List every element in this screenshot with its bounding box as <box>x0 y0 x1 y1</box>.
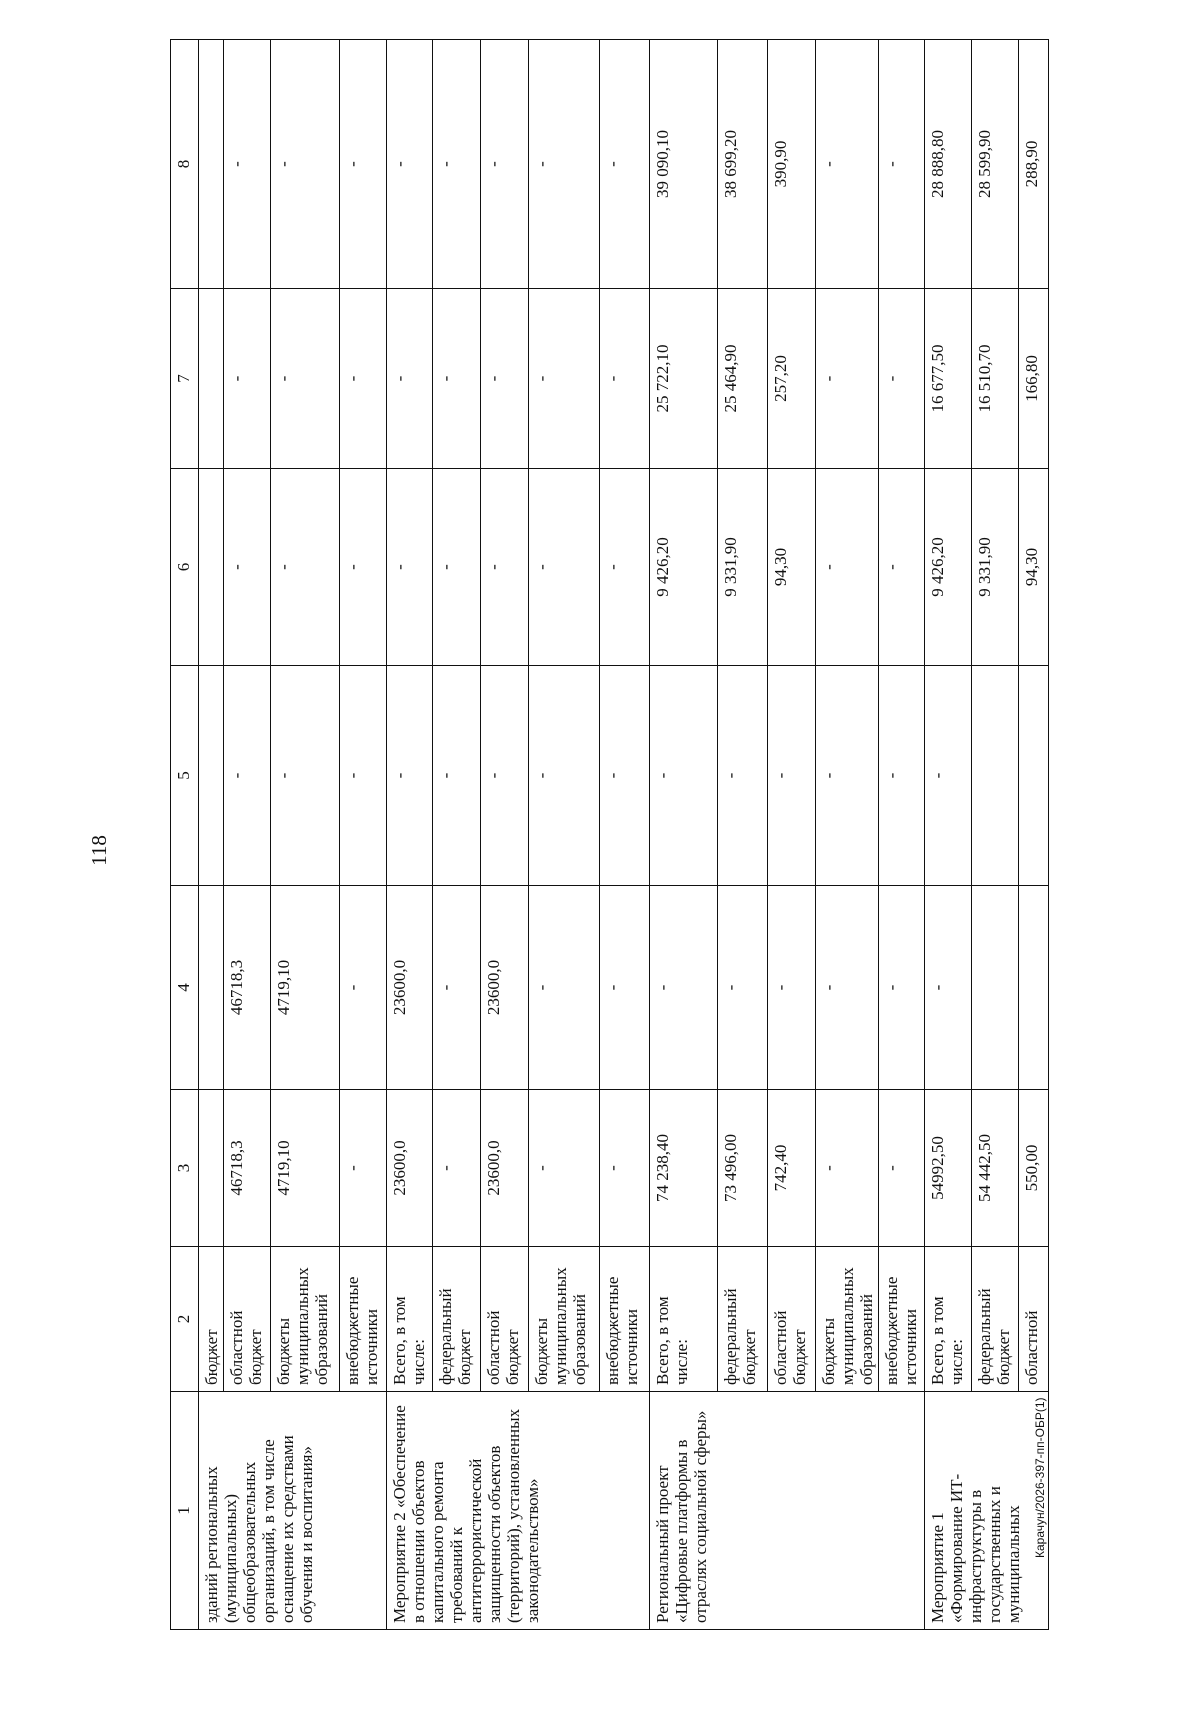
table-row <box>199 40 224 1630</box>
funding-source-cell: внебюджетные источники <box>600 1247 650 1392</box>
amount-cell: - <box>224 666 271 886</box>
amount-cell: 46718,3 <box>224 886 271 1090</box>
amount-cell: 9 426,20 <box>925 469 972 666</box>
table-row <box>271 40 340 1630</box>
amount-cell: - <box>768 886 816 1090</box>
header-cell: 2 <box>171 1247 199 1392</box>
amount-cell: - <box>879 1090 925 1247</box>
amount-cell: - <box>650 886 718 1090</box>
amount-cell: - <box>816 469 879 666</box>
funding-source-cell: бюджеты муниципальных образований <box>816 1247 879 1392</box>
header-cell: 8 <box>171 40 199 289</box>
amount-cell: 39 090,10 <box>650 40 718 289</box>
amount-cell: - <box>816 40 879 289</box>
amount-cell: 9 331,90 <box>972 469 1019 666</box>
amount-cell: - <box>879 666 925 886</box>
table-row <box>816 40 879 1630</box>
amount-cell: 390,90 <box>768 40 816 289</box>
table-row <box>972 40 1019 1630</box>
amount-cell: 94,30 <box>1019 469 1049 666</box>
amount-cell: 288,90 <box>1019 40 1049 289</box>
amount-cell: - <box>816 666 879 886</box>
amount-cell: - <box>879 289 925 469</box>
amount-cell: 16 510,70 <box>972 289 1019 469</box>
funding-source-cell: областной бюджет <box>224 1247 271 1392</box>
amount-cell: - <box>879 469 925 666</box>
header-cell: 6 <box>171 469 199 666</box>
amount-cell: - <box>271 469 340 666</box>
table-row <box>1019 40 1049 1630</box>
funding-source-cell: Всего, в том числе: <box>650 1247 718 1392</box>
funding-source-cell: федеральный бюджет <box>972 1247 1019 1392</box>
table-row <box>650 40 718 1630</box>
amount-cell: - <box>433 289 481 469</box>
budget-table <box>170 39 1049 1630</box>
amount-cell <box>199 886 224 1090</box>
budget-table-body <box>171 40 1049 1630</box>
measure-name-cell: Региональный проект «Цифровые платформы в отраслях социальной сферы» <box>650 1392 925 1630</box>
header-cell: 3 <box>171 1090 199 1247</box>
amount-cell: - <box>529 666 600 886</box>
rotated-table-wrapper <box>170 40 1118 1630</box>
amount-cell: - <box>529 469 600 666</box>
amount-cell: - <box>433 469 481 666</box>
amount-cell: - <box>481 40 529 289</box>
table-row <box>879 40 925 1630</box>
amount-cell: - <box>650 666 718 886</box>
amount-cell: 9 331,90 <box>718 469 768 666</box>
amount-cell <box>199 289 224 469</box>
amount-cell: - <box>433 1090 481 1247</box>
amount-cell: - <box>271 666 340 886</box>
document-stamp: Карачун/2026-397-пп-ОБР(1) <box>1033 1397 1047 1558</box>
amount-cell: - <box>433 40 481 289</box>
amount-cell: 550,00 <box>1019 1090 1049 1247</box>
funding-source-cell: внебюджетные источники <box>879 1247 925 1392</box>
amount-cell: - <box>387 469 433 666</box>
funding-source-cell: Всего, в том числе: <box>925 1247 972 1392</box>
amount-cell: 73 496,00 <box>718 1090 768 1247</box>
amount-cell: 94,30 <box>768 469 816 666</box>
table-row <box>224 40 271 1630</box>
amount-cell: 25 722,10 <box>650 289 718 469</box>
table-row <box>529 40 600 1630</box>
page-number: 118 <box>86 835 111 866</box>
header-cell: 7 <box>171 289 199 469</box>
amount-cell <box>199 469 224 666</box>
header-cell: 5 <box>171 666 199 886</box>
table-row <box>433 40 481 1630</box>
amount-cell: 4719,10 <box>271 886 340 1090</box>
table-row <box>600 40 650 1630</box>
measure-name-cell: Мероприятие 1 «Формирование ИТ-инфраструктуры в государственных и муниципальных <box>925 1392 1049 1630</box>
amount-cell: - <box>529 886 600 1090</box>
amount-cell: - <box>816 289 879 469</box>
amount-cell: 16 677,50 <box>925 289 972 469</box>
amount-cell <box>199 1090 224 1247</box>
amount-cell: - <box>600 886 650 1090</box>
amount-cell: - <box>768 666 816 886</box>
amount-cell: - <box>340 886 387 1090</box>
measure-name-cell: зданий региональных (муниципальных) общеобразовательных организаций, в том числе оснащение их средствами обучения и воспитания» <box>199 1392 387 1630</box>
header-cell: 1 <box>171 1392 199 1630</box>
amount-cell: 742,40 <box>768 1090 816 1247</box>
funding-source-cell: Всего, в том числе: <box>387 1247 433 1392</box>
amount-cell: 9 426,20 <box>650 469 718 666</box>
amount-cell <box>972 886 1019 1090</box>
amount-cell: - <box>816 886 879 1090</box>
amount-cell: 74 238,40 <box>650 1090 718 1247</box>
amount-cell: - <box>600 469 650 666</box>
amount-cell: 38 699,20 <box>718 40 768 289</box>
amount-cell: - <box>387 289 433 469</box>
funding-source-cell: областной бюджет <box>768 1247 816 1392</box>
amount-cell: - <box>340 289 387 469</box>
funding-source-cell: федеральный бюджет <box>433 1247 481 1392</box>
amount-cell: - <box>529 40 600 289</box>
funding-source-cell: бюджеты муниципальных образований <box>529 1247 600 1392</box>
amount-cell: - <box>433 886 481 1090</box>
amount-cell <box>1019 886 1049 1090</box>
table-row <box>768 40 816 1630</box>
amount-cell: - <box>271 40 340 289</box>
amount-cell: 54 442,50 <box>972 1090 1019 1247</box>
amount-cell: - <box>600 40 650 289</box>
table-row <box>925 40 972 1630</box>
amount-cell: - <box>879 886 925 1090</box>
funding-source-cell: бюджеты муниципальных образований <box>271 1247 340 1392</box>
funding-source-cell: областной бюджет <box>481 1247 529 1392</box>
amount-cell <box>199 40 224 289</box>
measure-name-cell: Мероприятие 2 «Обеспечение в отношении объектов капитального ремонта требований к антитеррористической защищенности объектов (территорий), установленных законодательством» <box>387 1392 650 1630</box>
amount-cell: - <box>481 666 529 886</box>
amount-cell: 23600,0 <box>387 886 433 1090</box>
amount-cell: - <box>925 666 972 886</box>
amount-cell: - <box>600 289 650 469</box>
amount-cell: - <box>529 1090 600 1247</box>
amount-cell: - <box>481 289 529 469</box>
amount-cell: - <box>600 1090 650 1247</box>
table-row <box>387 40 433 1630</box>
amount-cell: - <box>816 1090 879 1247</box>
amount-cell: - <box>879 40 925 289</box>
amount-cell: 28 888,80 <box>925 40 972 289</box>
amount-cell: - <box>340 666 387 886</box>
amount-cell: 23600,0 <box>481 1090 529 1247</box>
amount-cell: - <box>387 40 433 289</box>
amount-cell: 54992,50 <box>925 1090 972 1247</box>
amount-cell: 166,80 <box>1019 289 1049 469</box>
table-row <box>481 40 529 1630</box>
amount-cell: - <box>600 666 650 886</box>
amount-cell: 23600,0 <box>481 886 529 1090</box>
header-row <box>171 40 199 1630</box>
amount-cell <box>1019 666 1049 886</box>
amount-cell: - <box>340 469 387 666</box>
funding-source-cell: внебюджетные источники <box>340 1247 387 1392</box>
funding-source-cell: областной <box>1019 1247 1049 1392</box>
amount-cell: - <box>271 289 340 469</box>
amount-cell: - <box>224 469 271 666</box>
amount-cell: 25 464,90 <box>718 289 768 469</box>
amount-cell: 46718,3 <box>224 1090 271 1247</box>
amount-cell <box>199 666 224 886</box>
amount-cell: - <box>433 666 481 886</box>
header-cell: 4 <box>171 886 199 1090</box>
amount-cell: - <box>387 666 433 886</box>
amount-cell: - <box>925 886 972 1090</box>
amount-cell: - <box>340 1090 387 1247</box>
funding-source-cell: бюджет <box>199 1247 224 1392</box>
amount-cell: - <box>481 469 529 666</box>
amount-cell: 257,20 <box>768 289 816 469</box>
amount-cell: - <box>718 886 768 1090</box>
table-row <box>340 40 387 1630</box>
amount-cell: - <box>224 289 271 469</box>
amount-cell: - <box>529 289 600 469</box>
amount-cell: - <box>340 40 387 289</box>
amount-cell: - <box>718 666 768 886</box>
amount-cell: 23600,0 <box>387 1090 433 1247</box>
amount-cell: 28 599,90 <box>972 40 1019 289</box>
amount-cell: - <box>224 40 271 289</box>
funding-source-cell: федеральный бюджет <box>718 1247 768 1392</box>
amount-cell <box>972 666 1019 886</box>
table-row <box>718 40 768 1630</box>
amount-cell: 4719,10 <box>271 1090 340 1247</box>
